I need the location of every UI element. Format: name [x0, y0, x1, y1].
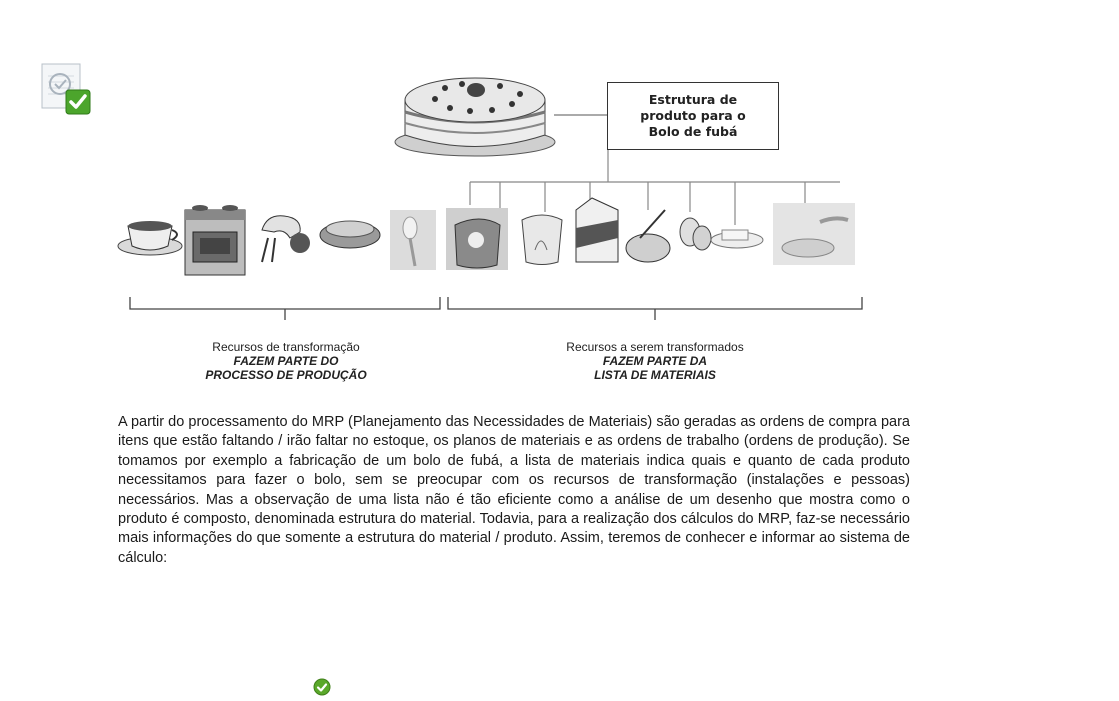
green-check-icon[interactable]: [313, 678, 331, 696]
stove-icon: [185, 205, 245, 275]
cake-icon: [395, 78, 555, 156]
product-structure-label: Estrutura de produto para o Bolo de fubá: [607, 82, 779, 150]
milk-carton-icon: [576, 198, 618, 262]
materials-resources-caption: [505, 340, 805, 382]
caption-emphasis: FAZEM PARTE DA: [602, 354, 708, 368]
caption-emphasis: PROCESSO DE PRODUÇÃO: [205, 368, 367, 382]
caption-line: Recursos a serem transformados: [566, 340, 744, 354]
caption-emphasis: FAZEM PARTE DO: [233, 354, 339, 368]
sugar-bowl-icon: [626, 210, 670, 262]
hand-mixing-bowl-icon: [773, 203, 855, 265]
mrp-paragraph: A partir do processamento do MRP (Planejamento das Necessidades de Materiais) são geradas as ordens de compra para itens que estão faltando / irão faltar no estoque, os planos de materiais e as ordens de trabalho (ordens de produção). Se tomamos por exemplo a fabricação de um bolo de fubá, a lista de materiais indica quais e quanto de cada produto necessitamos para fazer o bolo, sem se preocupar com os recursos de transformação (instalações e pessoas) necessários. Mas a observação de uma lista não é tão eficiente como a análise de um desenho que mostra como o produto é composto, denominada estrutura do material. Todavia, para a realização dos cálculos do MRP, faz-se necessário mais informações do que somente a estrutura do material / produto. Assim, teremos de conhecer e informar ao sistema de cálculo:: [118, 414, 910, 566]
eggs-icon: [680, 218, 711, 250]
resource-brackets: [130, 297, 862, 320]
product-structure-figure: [0, 0, 1119, 340]
utensils-photo-icon: [390, 210, 436, 270]
cornmeal-bag-icon: [522, 215, 562, 265]
mixer-icon: [262, 216, 310, 262]
caption-line: Recursos de transformação: [212, 340, 360, 354]
caption-emphasis: LISTA DE MATERIAIS: [594, 368, 716, 382]
coffee-cup-icon: [118, 221, 182, 255]
butter-icon: [711, 230, 763, 248]
baking-pan-icon: [320, 221, 380, 248]
transformation-resources-caption: [150, 340, 422, 382]
flour-bag-icon: [446, 208, 508, 270]
